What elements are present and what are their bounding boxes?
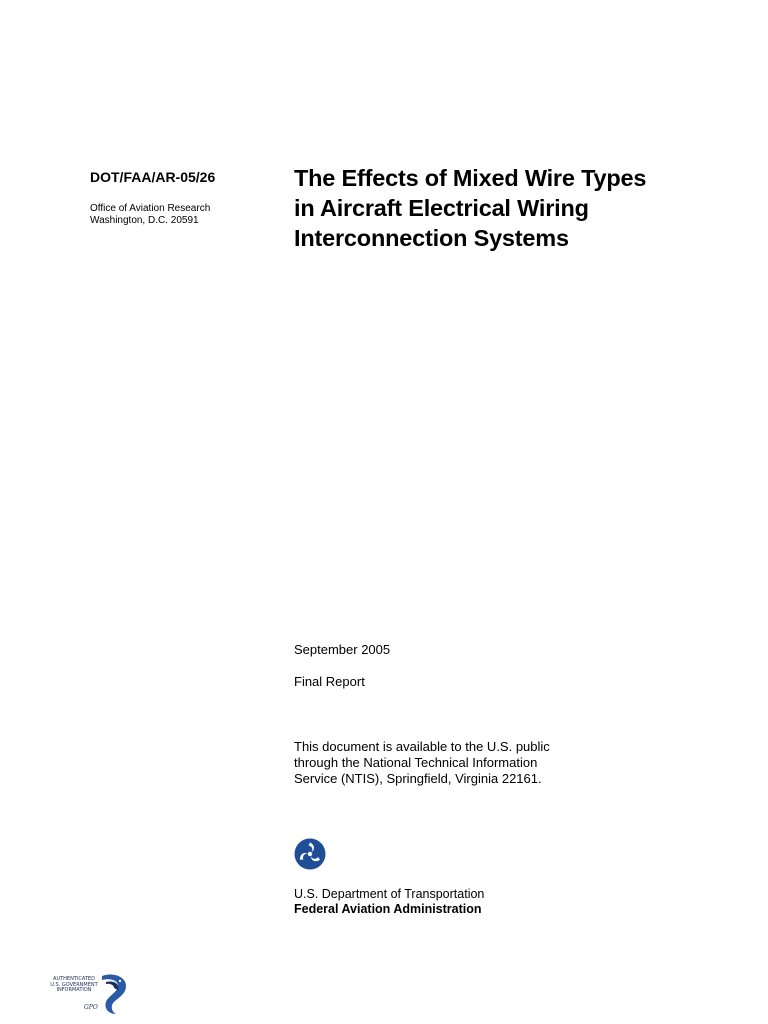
availability-line-1: This document is available to the U.S. public bbox=[294, 739, 550, 754]
report-type: Final Report bbox=[294, 674, 365, 689]
availability-line-2: through the National Technical Information bbox=[294, 755, 538, 770]
office-block bbox=[90, 203, 210, 227]
report-number: DOT/FAA/AR-05/26 bbox=[90, 169, 216, 185]
department-name: U.S. Department of Transportation bbox=[294, 887, 485, 901]
gpo-text-line-3: INFORMATION bbox=[56, 987, 92, 994]
gpo-text-line-2: U.S. GOVERNMENT bbox=[50, 981, 98, 988]
dot-logo-icon bbox=[294, 838, 326, 870]
office-name: Office of Aviation Research bbox=[90, 203, 211, 214]
gpo-authentication-text bbox=[44, 977, 104, 994]
administration-name: Federal Aviation Administration bbox=[294, 902, 482, 916]
document-title bbox=[294, 163, 714, 253]
office-address: Washington, D.C. 20591 bbox=[90, 215, 199, 226]
gpo-mark: GPO bbox=[84, 1004, 98, 1011]
title-line-2: in Aircraft Electrical Wiring bbox=[294, 195, 589, 221]
gpo-text-line-1: AUTHENTICATED bbox=[53, 976, 95, 982]
title-line-3: Interconnection Systems bbox=[294, 225, 569, 251]
availability-line-3: Service (NTIS), Springfield, Virginia 22161. bbox=[294, 771, 542, 786]
availability-statement bbox=[294, 739, 550, 787]
report-date: September 2005 bbox=[294, 642, 391, 657]
title-line-1: The Effects of Mixed Wire Types bbox=[294, 165, 647, 191]
agency-block bbox=[294, 887, 484, 917]
